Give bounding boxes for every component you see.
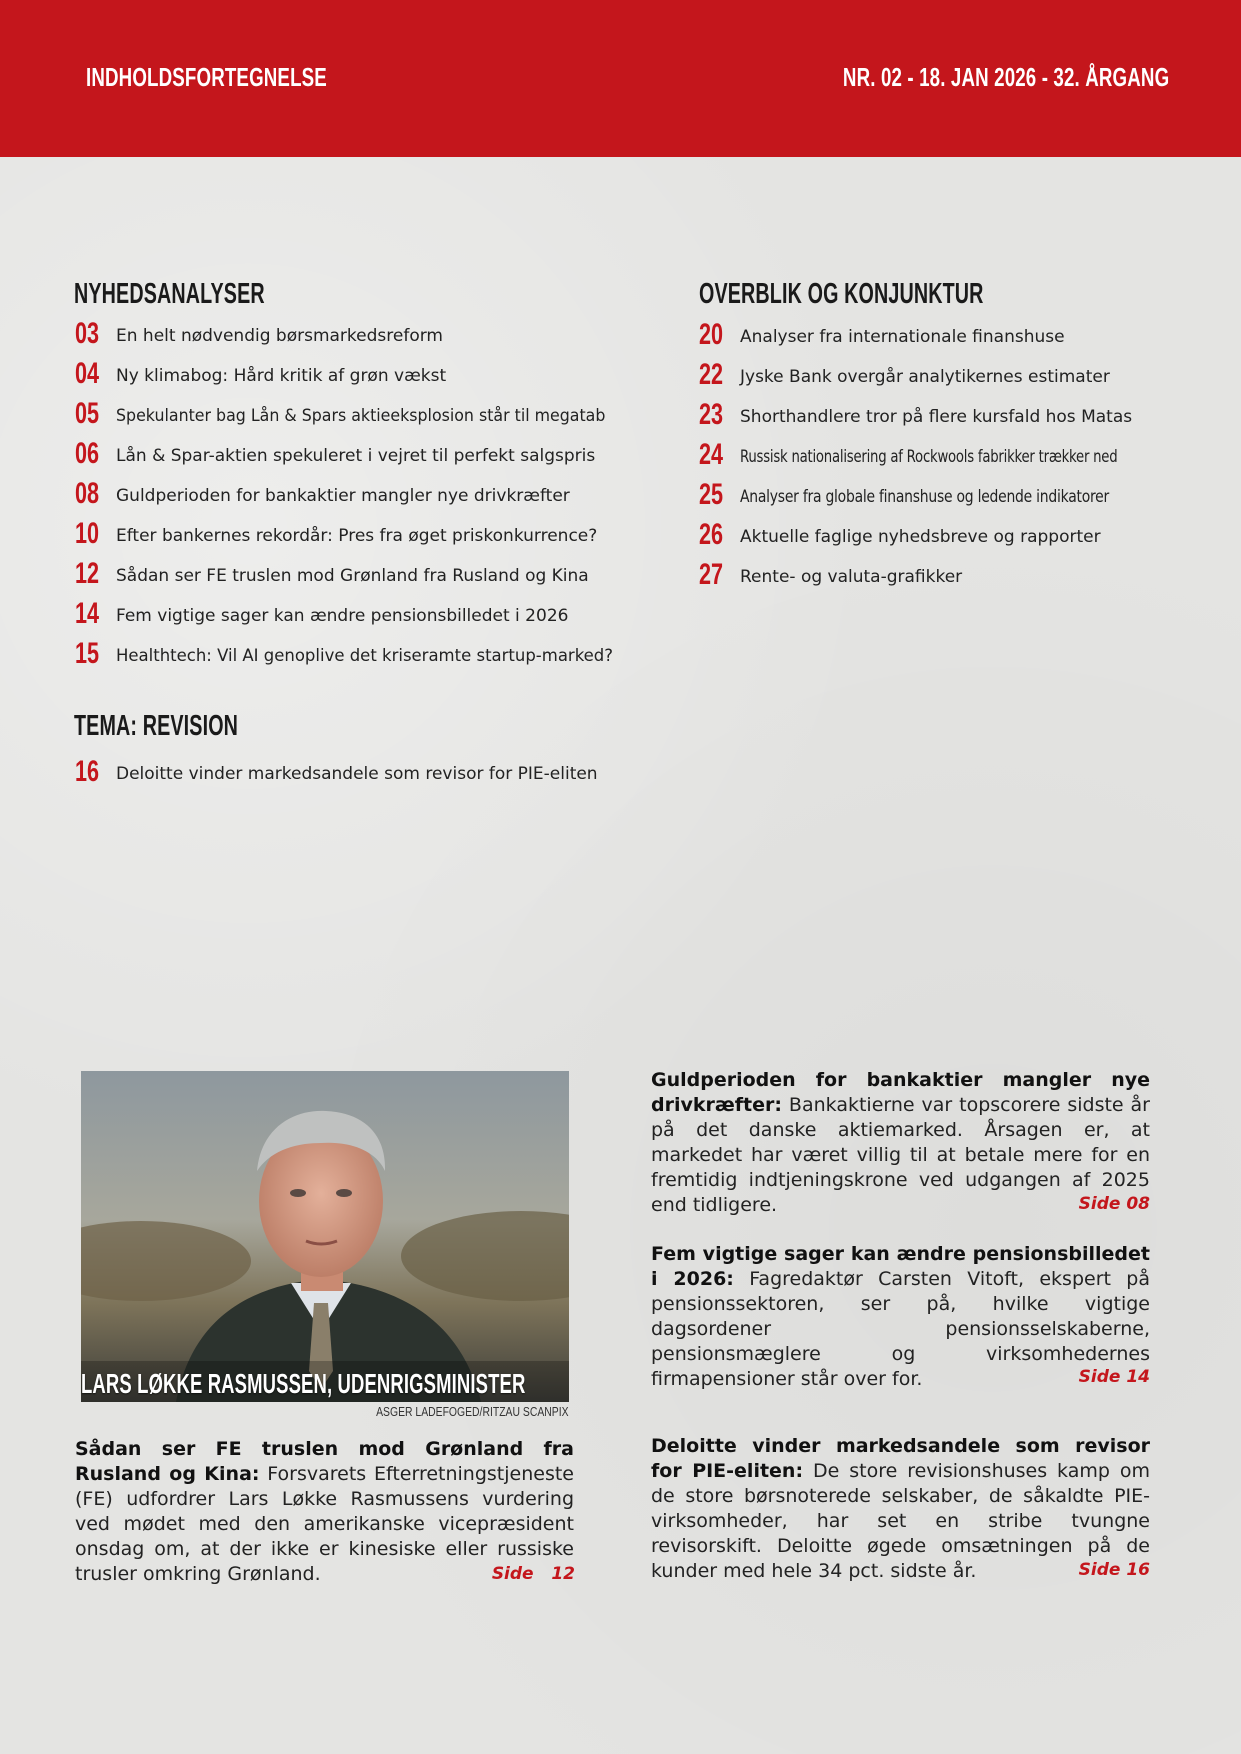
toc-title: Healthtech: Vil AI genoplive det kriseramte startup-marked? xyxy=(116,646,614,666)
teaser-body: Forsvarets Efterretningstjeneste (FE) udfordrer Lars Løkke Rasmussens vurdering ved mødet med den amerikanske vicepræsident onsdag om, at der ikke er kinesiske eller russiske trusler omkring Grønland. xyxy=(75,1463,574,1585)
toc-title: Efter bankernes rekordår: Pres fra øget priskonkurrence? xyxy=(116,526,598,546)
toc-page-number: 20 xyxy=(699,318,724,351)
toc-title: Deloitte vinder markedsandele som revisor for PIE-eliten xyxy=(116,764,598,784)
toc-page-number: 06 xyxy=(75,437,100,470)
toc-page-number: 04 xyxy=(75,357,100,390)
teaser-page-link[interactable]: Side 14 xyxy=(1078,1367,1150,1387)
toc-title: Shorthandlere tror på flere kursfald hos Matas xyxy=(740,407,1133,427)
header-section-label: INDHOLDSFORTEGNELSE xyxy=(86,62,327,92)
teaser-guldperioden xyxy=(651,1068,1150,1218)
toc-page-number: 05 xyxy=(75,397,100,430)
teaser-page-link[interactable]: Side 08 xyxy=(1078,1194,1150,1214)
photo-caption: LARS LØKKE RASMUSSEN, UDENRIGSMINISTER xyxy=(81,1368,526,1399)
toc-page-number: 23 xyxy=(699,398,724,431)
header-bar xyxy=(0,0,1241,157)
toc-title: Rente- og valuta-grafikker xyxy=(740,567,963,587)
section-title-nyhedsanalyser: NYHEDSANALYSER xyxy=(74,278,265,310)
toc-title: Jyske Bank overgår analytikernes estimater xyxy=(740,367,1110,387)
toc-title: Analyser fra globale finanshuse og ledende indikatorer xyxy=(740,487,1109,507)
toc-title: Guldperioden for bankaktier mangler nye drivkræfter xyxy=(116,486,570,506)
teaser-pension xyxy=(651,1242,1150,1392)
toc-title: Fem vigtige sager kan ændre pensionsbilledet i 2026 xyxy=(116,606,569,626)
toc-page-number: 24 xyxy=(699,438,724,471)
toc-title: Analyser fra internationale finanshuse xyxy=(740,327,1065,347)
issue-info: NR. 02 - 18. JAN 2026 - 32. ÅRGANG xyxy=(842,62,1169,92)
section-title-overblik: OVERBLIK OG KONJUNKTUR xyxy=(699,278,984,310)
toc-page-number: 25 xyxy=(699,478,724,511)
toc-page-number: 10 xyxy=(75,517,100,550)
photo-credit: ASGER LADEFOGED/RITZAU SCANPIX xyxy=(376,1404,569,1419)
teaser-lead: Deloitte vinder markedsandele som revisor for PIE-eliten: xyxy=(651,1435,1150,1482)
toc-title: Sådan ser FE truslen mod Grønland fra Rusland og Kina xyxy=(116,566,589,586)
toc-title: Ny klimabog: Hård kritik af grøn vækst xyxy=(116,366,447,386)
portrait-illustration xyxy=(81,1071,569,1402)
teaser-lead: Sådan ser FE truslen mod Grønland fra Rusland og Kina: xyxy=(75,1438,574,1485)
toc-title: En helt nødvendig børsmarkedsreform xyxy=(116,326,443,346)
toc-page-number: 08 xyxy=(75,477,100,510)
toc-page-number: 15 xyxy=(75,637,100,670)
toc-title: Aktuelle faglige nyhedsbreve og rapporter xyxy=(740,527,1101,547)
teaser-page-link[interactable]: Side 12 xyxy=(491,1564,575,1584)
teaser-page-link[interactable]: Side 16 xyxy=(1078,1560,1150,1580)
section-title-revision: TEMA: REVISION xyxy=(74,710,239,742)
portrait-photo xyxy=(81,1071,569,1402)
toc-page-number: 22 xyxy=(699,358,724,391)
toc-page-number: 12 xyxy=(75,557,100,590)
toc-title: Russisk nationalisering af Rockwools fabrikker trækker ned xyxy=(740,447,1118,467)
toc-page-number: 16 xyxy=(75,755,100,788)
teaser-body: Bankaktierne var topscorere sidste år på det danske aktiemarked. Årsagen er, at markedet har været villig til at betale mere for en fremtidig indtjeningskrone ved udgangen af 2025 end tidligere. xyxy=(651,1094,1150,1216)
toc-page-number: 03 xyxy=(75,317,100,350)
toc-title: Spekulanter bag Lån & Spars aktieeksplosion står til megatab xyxy=(116,406,606,426)
toc-page-number: 27 xyxy=(699,558,724,591)
teaser-deloitte xyxy=(651,1434,1150,1584)
toc-page-number: 14 xyxy=(75,597,100,630)
teaser-body: Fagredaktør Carsten Vitoft, ekspert på pensionssektoren, ser på, hvilke vigtige dagsordener pensionsselskaberne, pensionsmæglere og virksomhedernes firmapensioner står over for. xyxy=(651,1268,1150,1390)
teaser-lead: Guldperioden for bankaktier mangler nye drivkræfter: xyxy=(651,1069,1150,1116)
teaser-lead: Fem vigtige sager kan ændre pensionsbilledet i 2026: xyxy=(651,1243,1150,1290)
toc-page-number: 26 xyxy=(699,518,724,551)
toc-title: Lån & Spar-aktien spekuleret i vejret til perfekt salgspris xyxy=(116,446,596,466)
teaser-body: De store revisionshuses kamp om de store børsnoterede selskaber, de såkaldte PIE-virksomheder, har set en stribe tvungne revisorskift. Deloitte øgede omsætningen på de kunder med hele 34 pct. sidste år. xyxy=(651,1460,1150,1582)
